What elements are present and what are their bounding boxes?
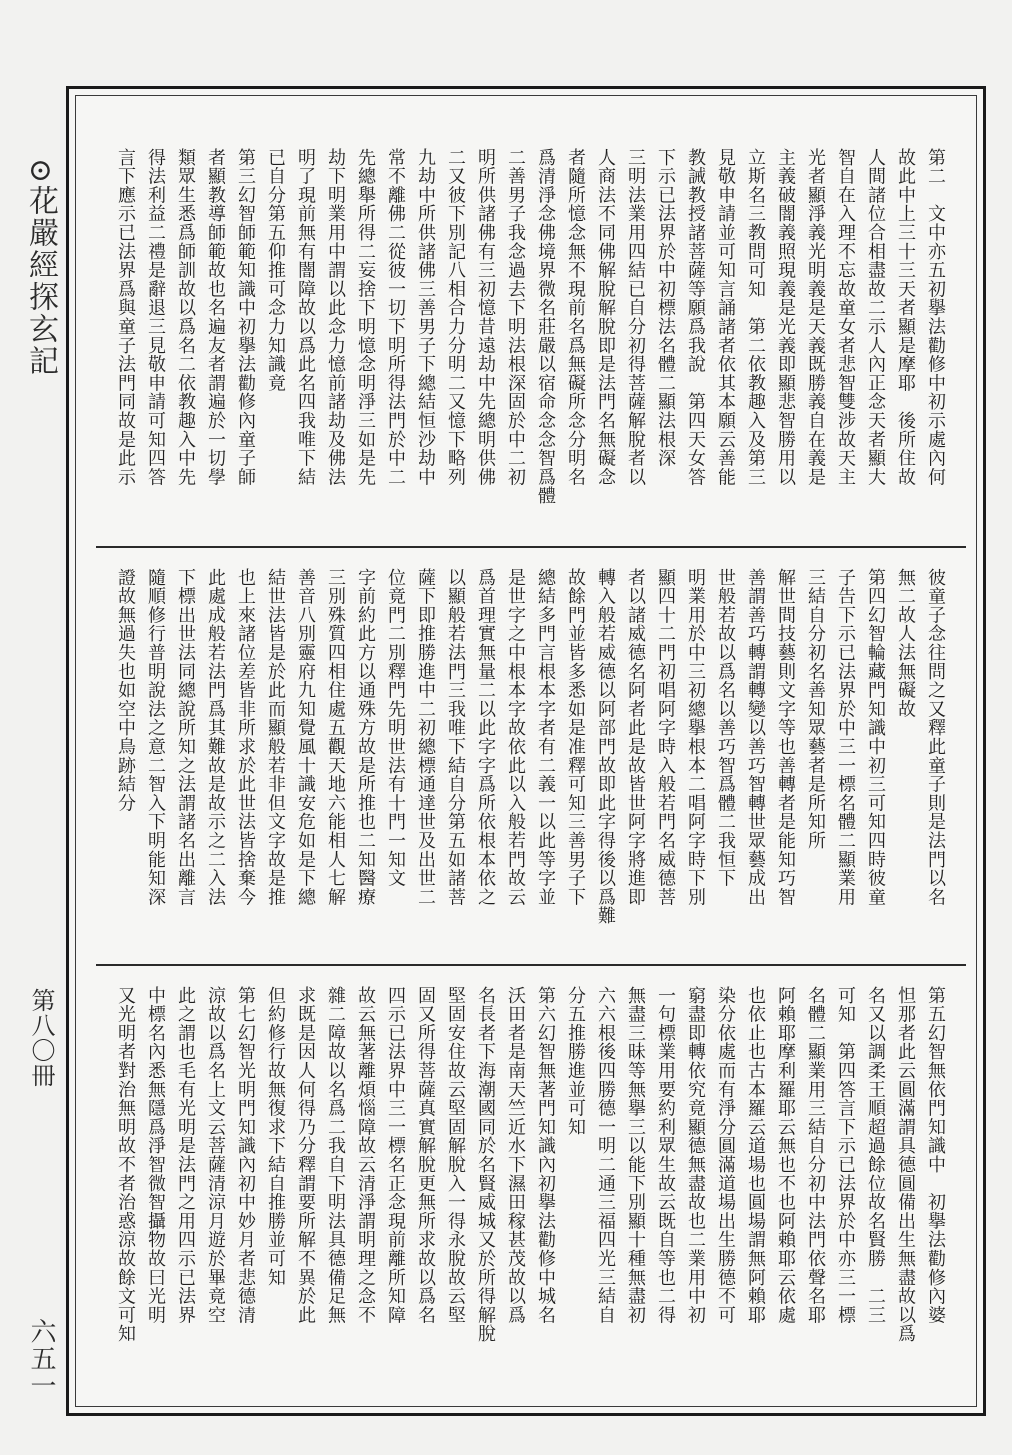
text-column: 第二 文中亦五初擧法勸修中初示處內何 [925, 148, 946, 487]
text-column: 已自分第五仰推可念力知識竟 [265, 148, 286, 393]
text-column: 證故無過失也如空中鳥跡結分 [115, 568, 136, 813]
text-column: 此處成般若法門爲其難故是故示之二入法 [205, 568, 226, 907]
text-column: 二又彼下別記八相合力分明二又憶下略列 [445, 148, 466, 487]
text-column: 三別殊質四相住處五觀天地六能相人七解 [325, 568, 346, 907]
text-column: 言下應示已法界爲與童子法門同故是此示 [115, 148, 136, 487]
text-column: 常不離佛二從彼一切下明所得法門於中二 [385, 148, 406, 487]
register-divider-bottom [96, 964, 966, 966]
text-column: 彼童子念往問之又釋此童子則是法門以名 [925, 568, 946, 907]
text-column: 中標名內悉無隱爲淨智微智攝物故曰光明 [145, 986, 166, 1325]
text-column: 人間諸位合相盡故二示人內正念天者顯大 [865, 148, 886, 487]
text-column: 顯四十二門初唱阿字時入般若門名威德菩 [655, 568, 676, 907]
text-column: 沃田者是南天竺近水下濕田稼甚茂故以爲 [505, 986, 526, 1325]
text-column: 一句標業用要約利眾生故云既自等也二得 [655, 986, 676, 1325]
text-column: 光者顯淨義光明義是天義既勝義自在義是 [805, 148, 826, 487]
text-column: 以顯般若法門三我唯下結自分第五如諸菩 [445, 568, 466, 907]
register-divider-top [96, 546, 966, 548]
text-column: 下標出世法同總說所知之法謂諸名出離言 [175, 568, 196, 907]
text-column: 爲清淨念佛境界微名莊嚴以宿命念念智爲體 [535, 148, 556, 506]
text-column: 阿賴耶摩利羅耶云無也不也阿賴耶云依處 [775, 986, 796, 1325]
middle-register [100, 568, 950, 950]
text-column: 先總舉所得二妄捨下明憶念明淨三如是先 [355, 148, 376, 487]
margin-book-title: ⊙花嚴經探玄記 [23, 158, 58, 378]
text-column: 是世字之中根本字故依此以入般若門故云 [505, 568, 526, 907]
text-column: 名體二顯業用三結自分初中法門依聲名耶 [805, 986, 826, 1325]
text-column: 結世法皆是於此而顯般若非但文字故是推 [265, 568, 286, 907]
text-column: 薩下即推勝進中二初總標通達世及出世二 [415, 568, 436, 907]
text-column: 也依止也古本羅云道場也圓場謂無阿賴耶 [745, 986, 766, 1325]
text-column: 故云無著離煩惱障故云清淨謂明理之念不 [355, 986, 376, 1325]
text-column: 無盡三昧等無擧三以能下別顯十種無盡初 [625, 986, 646, 1325]
text-column: 第七幻智光明門知識內初中妙月者悲德清 [235, 986, 256, 1325]
text-column: 位竟門二別釋門先明世法有十門一知文 [385, 568, 406, 888]
text-column: 怛那者此云圓滿謂具德圓備出生無盡故以爲 [895, 986, 916, 1344]
text-column: 第五幻智無依門知識中 初擧法勸修內婆 [925, 986, 946, 1325]
text-column: 三結自分初名善知眾藝者是所知所 [805, 568, 826, 850]
text-column: 故此中上三十三天者顯是摩耶 後所住故 [895, 148, 916, 487]
top-register [100, 148, 950, 530]
text-column: 者隨所憶念無不現前名爲無礙所念分明名 [565, 148, 586, 487]
text-column: 雜二障故以名爲二我自下明法具德備足無 [325, 986, 346, 1325]
text-column: 可知 第四答言下示已法界於中亦三一標 [835, 986, 856, 1325]
text-column: 涼故以爲名上文云菩薩清涼月遊於畢竟空 [205, 986, 226, 1325]
text-column: 無二故人法無礙故 [895, 568, 916, 719]
text-column: 明業用於中三初總擧根本二唱阿字時下別 [685, 568, 706, 907]
text-column: 得法利益二禮是辭退三見敬申請可知四答 [145, 148, 166, 487]
text-column: 六六根後四勝德一明二通三福四光三結自 [595, 986, 616, 1325]
text-column: 明了現前無有闇障故以爲此名四我唯下結 [295, 148, 316, 487]
text-column: 劫下明業用中謂以此念力憶前諸劫及佛法 [325, 148, 346, 487]
text-column: 轉入般若威德以阿部門故即此字得後以爲難 [595, 568, 616, 926]
text-column: 但約修行故無復求下結自推勝並可知 [265, 986, 286, 1287]
text-column: 類眾生悉爲師訓故以爲名二依教趣入中先 [175, 148, 196, 487]
text-column: 子告下示已法界於中三一標名體二顯業用 [835, 568, 856, 907]
text-column: 世般若故以爲名以善巧智爲體二我恒下 [715, 568, 736, 888]
text-column: 第三幻智師範知識中初擧法勸修內童子師 [235, 148, 256, 487]
text-column: 故餘門並皆多悉如是准釋可知三善男子下 [565, 568, 586, 907]
text-column: 下示已法界於中初標法名體二顯法根深 [655, 148, 676, 468]
text-column: 爲首理實無量二以此字字爲所依根本依之 [475, 568, 496, 907]
text-column: 第六幻智無著門知識內初擧法勸修中城名 [535, 986, 556, 1325]
text-column: 分五推勝進並可知 [565, 986, 586, 1137]
text-column: 智自在入理不忘故童女者悲智雙涉故天主 [835, 148, 856, 487]
text-column: 善音八別靈府九知覺風十識安危如是下總 [295, 568, 316, 907]
text-column: 總結多門言根本字者有二義一以此等字並 [535, 568, 556, 907]
text-column: 九劫中所供諸佛三善男子下總結恒沙劫中 [415, 148, 436, 487]
text-column: 堅固安住故云堅固解脫入一得永脫故云堅 [445, 986, 466, 1325]
bottom-register [100, 986, 950, 1368]
text-column: 染分依處而有淨分圓滿道場出生勝德不可 [715, 986, 736, 1325]
text-column: 善謂善巧轉謂轉變以善巧智轉世眾藝成出 [745, 568, 766, 907]
text-column: 此之謂也毛有光明是法門之用四示已法界 [175, 986, 196, 1325]
text-column: 二善男子我念過去下明法根深固於中二初 [505, 148, 526, 487]
text-column: 求既是因人何得乃分釋謂要所解不異於此 [295, 986, 316, 1325]
text-column: 立斯名三教問可知 第二依教趣入及第三 [745, 148, 766, 487]
text-column: 見敬申請並可知言誦諸者依其本願云善能 [715, 148, 736, 487]
text-column: 也上來諸位差皆非所求於此世法皆捨棄今 [235, 568, 256, 907]
text-column: 教誡教授諸菩薩等願爲我說 第四天女答 [685, 148, 706, 487]
text-column: 三明法業用四結已自分初得菩薩解脫者以 [625, 148, 646, 487]
text-column: 四示已法界中三一標名正念現前離所知障 [385, 986, 406, 1325]
text-column: 固又所得菩薩真實解脫更無所求故以爲名 [415, 986, 436, 1325]
text-column: 隨順修行普明說法之意二智入下明能知深 [145, 568, 166, 907]
text-column: 解世間技藝則文字等也善轉者是能知巧智 [775, 568, 796, 907]
text-column: 名又以調柔王順超過餘位故名賢勝 二三 [865, 986, 886, 1325]
text-column: 又光明者對治無明故不者治惑涼故餘文可知 [115, 986, 136, 1344]
text-column: 者以諸威德名阿者此是故皆世阿字將進即 [625, 568, 646, 907]
text-column: 窮盡即轉依究竟顯德無盡故也二業用中初 [685, 986, 706, 1325]
margin-volume-number: 第八〇冊 [27, 988, 55, 1088]
text-column: 字前約此方以通殊方故是所推也二知醫療 [355, 568, 376, 907]
margin-page-number: 六五一 [26, 1318, 56, 1399]
text-column: 者顯教導師範故也名遍友者謂遍於一切學 [205, 148, 226, 487]
text-column: 主義破闇義照現義是光義即顯悲智勝用以 [775, 148, 796, 487]
text-column: 第四幻智輪藏門知識中初三可知四時彼童 [865, 568, 886, 907]
text-column: 人商法不同佛解脫解脫即是法門名無礙念 [595, 148, 616, 487]
text-column: 名長者下海潮國同於名賢威城又於所得解脫 [475, 986, 496, 1344]
text-column: 明所供諸佛有三初憶昔遠劫中先總明供佛 [475, 148, 496, 487]
